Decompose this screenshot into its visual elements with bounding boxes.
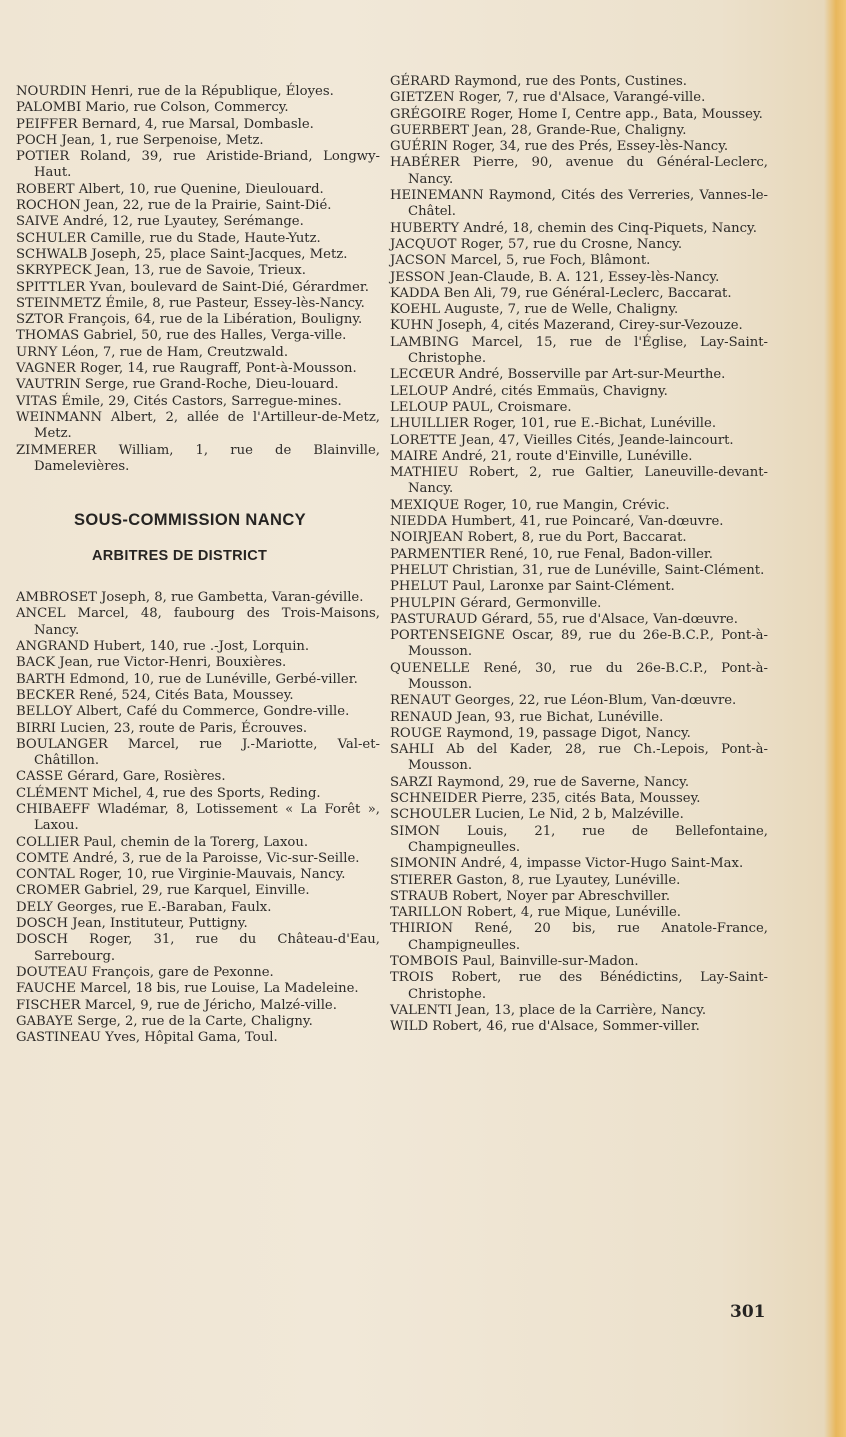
directory-entry: BECKER René, 524, Cités Bata, Moussey. bbox=[16, 687, 294, 703]
directory-entry: LAMBING Marcel, 15, rue de l'Église, Lay-Saint-Christophe. bbox=[390, 334, 768, 367]
directory-entry: CLÉMENT Michel, 4, rue des Sports, Reding. bbox=[16, 785, 321, 801]
directory-entry: LHUILLIER Roger, 101, rue E.-Bichat, Lunéville. bbox=[390, 416, 717, 432]
right-entry-list bbox=[390, 74, 768, 1036]
directory-entry: GÉRARD Raymond, rue des Ponts, Custines. bbox=[390, 74, 687, 89]
directory-entry: QUENELLE René, 30, rue du 26e-B.C.P., Pont-à-Mousson. bbox=[390, 660, 768, 692]
directory-entry: COMTE André, 3, rue de la Paroisse, Vic-sur-Seille. bbox=[16, 850, 360, 866]
directory-entry: PHELUT Paul, Laronxe par Saint-Clément. bbox=[390, 579, 675, 595]
directory-entry: BIRRI Lucien, 23, route de Paris, Écrouves. bbox=[16, 720, 308, 736]
directory-entry: ANGRAND Hubert, 140, rue .-Jost, Lorquin. bbox=[16, 639, 310, 655]
directory-entry: VAUTRIN Serge, rue Grand-Roche, Dieu-louard. bbox=[16, 377, 339, 393]
directory-entry: TOMBOIS Paul, Bainville-sur-Madon. bbox=[390, 954, 639, 970]
left-entry-list bbox=[16, 84, 380, 475]
directory-entry: AMBROSET Joseph, 8, rue Gambetta, Varan-géville. bbox=[16, 590, 364, 606]
directory-entry: SCHNEIDER Pierre, 235, cités Bata, Moussey. bbox=[390, 791, 701, 807]
directory-entry: LORETTE Jean, 47, Vieilles Cités, Jeande-laincourt. bbox=[390, 432, 734, 448]
directory-entry: FISCHER Marcel, 9, rue de Jéricho, Malzé-ville. bbox=[16, 997, 337, 1013]
directory-entry: DOSCH Jean, Instituteur, Puttigny. bbox=[16, 916, 248, 932]
directory-entry: RENAUD Jean, 93, rue Bichat, Lunéville. bbox=[390, 709, 664, 725]
directory-entry: PHULPIN Gérard, Germonville. bbox=[390, 595, 602, 611]
directory-entry: GIETZEN Roger, 7, rue d'Alsace, Varangé-ville. bbox=[390, 90, 706, 106]
district-referee-list bbox=[16, 590, 380, 1046]
directory-entry: PARMENTIER René, 10, rue Fenal, Badon-viller. bbox=[390, 546, 713, 562]
directory-entry: SPITTLER Yvan, boulevard de Saint-Dié, Gérardmer. bbox=[16, 279, 369, 295]
directory-entry: HUBERTY André, 18, chemin des Cinq-Piquets, Nancy. bbox=[390, 220, 757, 236]
directory-entry: GUÉRIN Roger, 34, rue des Prés, Essey-lès-Nancy. bbox=[390, 139, 729, 155]
directory-entry: GABAYE Serge, 2, rue de la Carte, Chaligny. bbox=[16, 1013, 313, 1029]
directory-entry: RENAUT Georges, 22, rue Léon-Blum, Van-dœuvre. bbox=[390, 693, 737, 709]
directory-entry: BELLOY Albert, Café du Commerce, Gondre-ville. bbox=[16, 704, 350, 720]
directory-entry: PEIFFER Bernard, 4, rue Marsal, Dombasle. bbox=[16, 116, 314, 132]
directory-entry: STRAUB Robert, Noyer par Abreschviller. bbox=[390, 888, 671, 904]
directory-entry: SCHWALB Joseph, 25, place Saint-Jacques, Metz. bbox=[16, 246, 348, 262]
directory-entry: SKRYPECK Jean, 13, rue de Savoie, Trieux. bbox=[16, 263, 306, 279]
directory-entry: LELOUP André, cités Emmaüs, Chavigny. bbox=[390, 383, 668, 399]
directory-entry: SIMONIN André, 4, impasse Victor-Hugo Saint-Max. bbox=[390, 856, 744, 872]
directory-entry: SIMON Louis, 21, rue de Bellefontaine, Champigneulles. bbox=[390, 823, 768, 855]
directory-entry: STEINMETZ Émile, 8, rue Pasteur, Essey-lès-Nancy. bbox=[16, 295, 365, 311]
directory-entry: POTIER Roland, 39, rue Aristide-Briand, Longwy-Haut. bbox=[16, 149, 380, 181]
directory-entry: BARTH Edmond, 10, rue de Lunéville, Gerbé-viller. bbox=[16, 671, 358, 687]
directory-entry: DOUTEAU François, gare de Pexonne. bbox=[16, 964, 274, 980]
right-column bbox=[390, 74, 768, 1036]
directory-entry: GUERBERT Jean, 28, Grande-Rue, Chaligny. bbox=[390, 122, 687, 138]
directory-entry: CASSE Gérard, Gare, Rosières. bbox=[16, 769, 226, 785]
section-subtitle: ARBITRES DE DISTRICT bbox=[92, 548, 268, 565]
directory-entry: PASTURAUD Gérard, 55, rue d'Alsace, Van-dœuvre. bbox=[390, 611, 738, 627]
directory-entry: NOURDIN Henri, rue de la République, Éloyes. bbox=[16, 84, 334, 99]
directory-entry: ROBERT Albert, 10, rue Quenine, Dieulouard. bbox=[16, 181, 324, 197]
directory-entry: CROMER Gabriel, 29, rue Karquel, Einville. bbox=[16, 883, 310, 899]
directory-entry: SCHULER Camille, rue du Stade, Haute-Yutz. bbox=[16, 230, 321, 246]
directory-entry: ROUGE Raymond, 19, passage Digot, Nancy. bbox=[390, 725, 691, 741]
directory-entry: KOEHL Auguste, 7, rue de Welle, Chaligny. bbox=[390, 302, 679, 318]
directory-entry: MAIRE André, 21, route d'Einville, Lunéville. bbox=[390, 448, 693, 464]
directory-entry: CHIBAEFF Wladémar, 8, Lotissement « La Forêt », Laxou. bbox=[16, 801, 380, 834]
directory-entry: HABÉRER Pierre, 90, avenue du Général-Leclerc, Nancy. bbox=[390, 155, 768, 187]
directory-entry: KADDA Ben Ali, 79, rue Général-Leclerc, Baccarat. bbox=[390, 285, 732, 301]
directory-entry: BACK Jean, rue Victor-Henri, Bouxières. bbox=[16, 655, 287, 671]
directory-entry: TARILLON Robert, 4, rue Mique, Lunéville. bbox=[390, 905, 681, 921]
directory-entry: TROIS Robert, rue des Bénédictins, Lay-Saint-Christophe. bbox=[390, 970, 768, 1002]
directory-entry: WEINMANN Albert, 2, allée de l'Artilleur-de-Metz, Metz. bbox=[16, 409, 380, 442]
directory-entry: PHELUT Christian, 31, rue de Lunéville, Saint-Clément. bbox=[390, 562, 765, 578]
directory-entry: GASTINEAU Yves, Hôpital Gama, Toul. bbox=[16, 1030, 278, 1046]
directory-entry: CONTAL Roger, 10, rue Virginie-Mauvais, Nancy. bbox=[16, 867, 346, 883]
directory-entry: BOULANGER Marcel, rue J.-Mariotte, Val-et-Châtillon. bbox=[16, 736, 380, 769]
directory-entry: JACSON Marcel, 5, rue Foch, Blâmont. bbox=[390, 253, 651, 269]
left-column bbox=[16, 84, 380, 1046]
directory-entry: STIERER Gaston, 8, rue Lyautey, Lunéville. bbox=[390, 872, 681, 888]
directory-entry: KUHN Joseph, 4, cités Mazerand, Cirey-sur-Vezouze. bbox=[390, 318, 743, 334]
directory-entry: LECŒUR André, Bosserville par Art-sur-Meurthe. bbox=[390, 367, 726, 383]
directory-entry: VAGNER Roger, 14, rue Raugraff, Pont-à-Mousson. bbox=[16, 361, 357, 377]
directory-entry: ANCEL Marcel, 48, faubourg des Trois-Maisons, Nancy. bbox=[16, 606, 380, 638]
directory-entry: HEINEMANN Raymond, Cités des Verreries, Vannes-le-Châtel. bbox=[390, 188, 768, 220]
directory-entry: SCHOULER Lucien, Le Nid, 2 b, Malzéville. bbox=[390, 807, 684, 823]
directory-entry: NIEDDA Humbert, 41, rue Poincaré, Van-dœuvre. bbox=[390, 514, 724, 530]
directory-entry: POCH Jean, 1, rue Serpenoise, Metz. bbox=[16, 132, 264, 148]
directory-entry: THIRION René, 20 bis, rue Anatole-France, Champigneulles. bbox=[390, 921, 768, 953]
directory-entry: MATHIEU Robert, 2, rue Galtier, Laneuville-devant-Nancy. bbox=[390, 465, 768, 497]
directory-entry: FAUCHE Marcel, 18 bis, rue Louise, La Madeleine. bbox=[16, 981, 359, 997]
directory-entry: JACQUOT Roger, 57, rue du Crosne, Nancy. bbox=[390, 236, 683, 252]
section-title: SOUS-COMMISSION NANCY bbox=[74, 511, 307, 530]
directory-entry: SARZI Raymond, 29, rue de Saverne, Nancy. bbox=[390, 774, 690, 790]
page-number: 301 bbox=[730, 1302, 766, 1322]
directory-entry: MEXIQUE Roger, 10, rue Mangin, Crévic. bbox=[390, 497, 670, 513]
directory-entry: COLLIER Paul, chemin de la Torerg, Laxou. bbox=[16, 834, 309, 850]
directory-entry: SAHLI Ab del Kader, 28, rue Ch.-Lepois, Pont-à-Mousson. bbox=[390, 742, 768, 774]
directory-entry: DELY Georges, rue E.-Baraban, Faulx. bbox=[16, 899, 272, 915]
directory-entry: SZTOR François, 64, rue de la Libération, Bouligny. bbox=[16, 312, 363, 328]
directory-entry: THOMAS Gabriel, 50, rue des Halles, Verga-ville. bbox=[16, 328, 347, 344]
directory-entry: WILD Robert, 46, rue d'Alsace, Sommer-viller. bbox=[390, 1019, 700, 1035]
page-edge bbox=[824, 0, 846, 1437]
directory-entry: URNY Léon, 7, rue de Ham, Creutzwald. bbox=[16, 344, 289, 360]
directory-entry: JESSON Jean-Claude, B. A. 121, Essey-lès-Nancy. bbox=[390, 269, 720, 285]
directory-entry: LELOUP PAUL, Croismare. bbox=[390, 399, 572, 415]
directory-entry: GRÉGOIRE Roger, Home I, Centre app., Bata, Moussey. bbox=[390, 106, 763, 122]
directory-entry: NOIRJEAN Robert, 8, rue du Port, Baccarat. bbox=[390, 530, 687, 546]
directory-entry: VITAS Émile, 29, Cités Castors, Sarregue-mines. bbox=[16, 393, 342, 409]
directory-entry: PORTENSEIGNE Oscar, 89, rue du 26e-B.C.P., Pont-à-Mousson. bbox=[390, 628, 768, 660]
directory-entry: SAIVE André, 12, rue Lyautey, Serémange. bbox=[16, 214, 304, 230]
directory-entry: DOSCH Roger, 31, rue du Château-d'Eau, Sarrebourg. bbox=[16, 932, 380, 964]
directory-entry: VALENTI Jean, 13, place de la Carrière, Nancy. bbox=[390, 1002, 707, 1018]
directory-entry: PALOMBI Mario, rue Colson, Commercy. bbox=[16, 100, 289, 116]
directory-entry: ROCHON Jean, 22, rue de la Prairie, Saint-Dié. bbox=[16, 198, 332, 214]
directory-entry: ZIMMERER William, 1, rue de Blainville, Damelevières. bbox=[16, 442, 380, 474]
